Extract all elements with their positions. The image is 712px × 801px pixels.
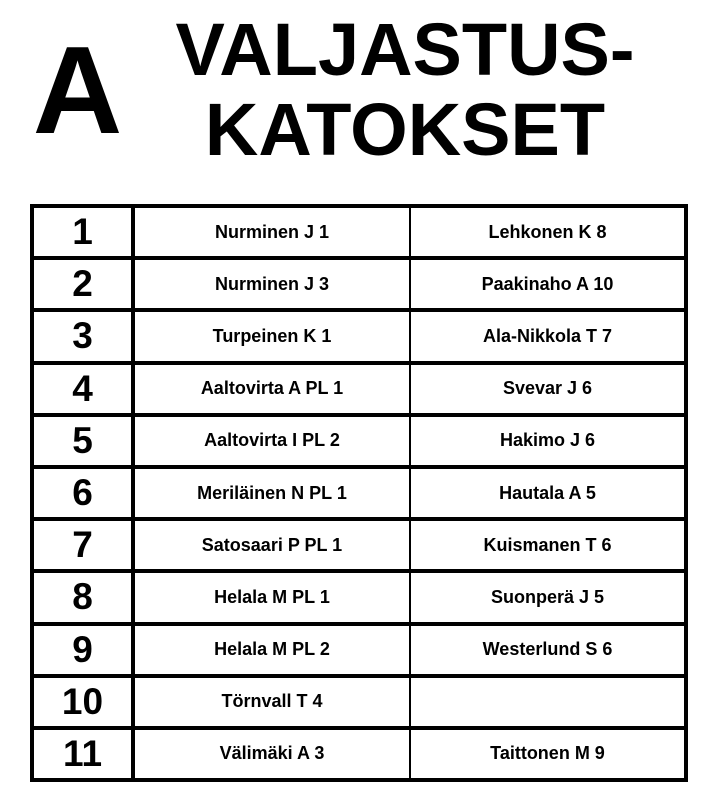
stall-name-left: Helala M PL 1 [135, 573, 411, 621]
stall-name-right: Paakinaho A 10 [481, 273, 614, 294]
table-row [34, 730, 684, 778]
stall-name-left: Helala M PL 2 [135, 626, 411, 674]
stall-number: 11 [34, 730, 135, 778]
table-row [34, 312, 684, 364]
stall-name-left: Nurminen J 1 [135, 208, 411, 256]
table-row [34, 417, 684, 469]
stall-number: 6 [34, 469, 135, 517]
stall-name-right: Lehkonen K 8 [488, 221, 607, 242]
table-row [34, 521, 684, 573]
table-row [34, 626, 684, 678]
title-line-1: VALJASTUS- [175, 8, 635, 91]
table-row [34, 365, 684, 417]
stall-number: 10 [34, 678, 135, 726]
stall-number: 7 [34, 521, 135, 569]
assignment-table [30, 204, 688, 782]
stall-name-left: Välimäki A 3 [135, 730, 411, 778]
table-row [34, 208, 684, 260]
section-letter: A [32, 21, 123, 160]
stall-name-right: Hautala A 5 [499, 482, 596, 503]
stall-name-right: Svevar J 6 [502, 378, 593, 399]
stall-number: 9 [34, 626, 135, 674]
stall-name-left: Turpeinen K 1 [135, 312, 411, 360]
stall-name-right: Taittonen M 9 [490, 743, 605, 764]
title-line-2: KATOKSET [204, 88, 606, 171]
stall-number: 4 [34, 365, 135, 413]
stall-number: 5 [34, 417, 135, 465]
stall-name-right: Westerlund S 6 [482, 639, 613, 660]
stall-name-left: Satosaari P PL 1 [135, 521, 411, 569]
stall-name-left: Törnvall T 4 [135, 678, 411, 726]
stall-number: 1 [34, 208, 135, 256]
stall-name-right: Kuismanen T 6 [483, 534, 612, 555]
stall-name-left: Meriläinen N PL 1 [135, 469, 411, 517]
table-row [34, 469, 684, 521]
stall-name-right: Hakimo J 6 [499, 430, 596, 451]
stall-name-right [411, 678, 684, 726]
stall-name-left: Nurminen J 3 [135, 260, 411, 308]
table-row [34, 678, 684, 730]
stall-number: 2 [34, 260, 135, 308]
stall-number: 8 [34, 573, 135, 621]
stall-name-left: Aaltovirta I PL 2 [135, 417, 411, 465]
table-row [34, 573, 684, 625]
stall-name-right: Suonperä J 5 [490, 586, 605, 607]
stall-name-right: Ala-Nikkola T 7 [482, 325, 613, 346]
page-title [150, 10, 660, 170]
stall-number: 3 [34, 312, 135, 360]
stall-name-left: Aaltovirta A PL 1 [135, 365, 411, 413]
table-row [34, 260, 684, 312]
